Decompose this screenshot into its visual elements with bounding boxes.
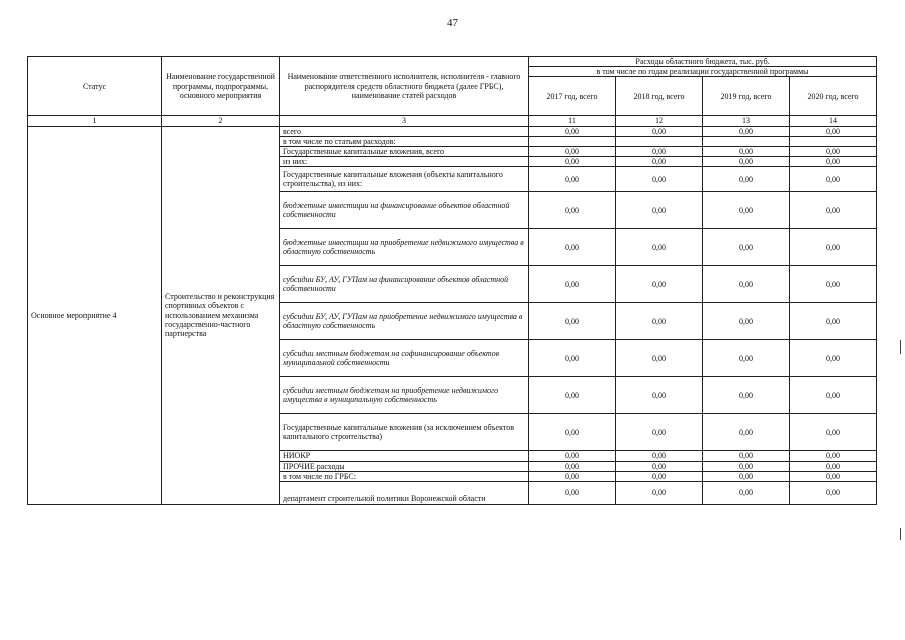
value-cell: 0,00: [616, 471, 703, 481]
column-number: 13: [703, 116, 790, 126]
column-number: 11: [529, 116, 616, 126]
header-program: Наименование государственной программы, подпрограммы, основного мероприятия: [162, 57, 280, 116]
row-label: ПРОЧИЕ расходы: [280, 461, 529, 471]
value-cell: 0,00: [703, 481, 790, 504]
column-number: 3: [280, 116, 529, 126]
value-cell: 0,00: [616, 192, 703, 229]
column-number: 12: [616, 116, 703, 126]
value-cell: 0,00: [616, 167, 703, 192]
row-label: субсидии БУ, АУ, ГУПам на финансирование объектов областной собственности: [280, 266, 529, 303]
value-cell: 0,00: [703, 167, 790, 192]
value-cell: 0,00: [703, 303, 790, 340]
value-cell: 0,00: [790, 303, 877, 340]
value-cell: 0,00: [529, 414, 616, 451]
value-cell: 0,00: [616, 461, 703, 471]
value-cell: 0,00: [616, 146, 703, 156]
value-cell: 0,00: [529, 471, 616, 481]
value-cell: [703, 136, 790, 146]
row-label: в том числе по ГРБС:: [280, 471, 529, 481]
row-label: из них:: [280, 157, 529, 167]
value-cell: 0,00: [616, 266, 703, 303]
value-cell: [529, 136, 616, 146]
value-cell: 0,00: [529, 377, 616, 414]
row-label: НИОКР: [280, 451, 529, 461]
value-cell: 0,00: [790, 471, 877, 481]
value-cell: [616, 136, 703, 146]
value-cell: 0,00: [790, 157, 877, 167]
value-cell: 0,00: [703, 471, 790, 481]
value-cell: 0,00: [529, 461, 616, 471]
budget-table: [27, 56, 877, 505]
value-cell: 0,00: [616, 451, 703, 461]
value-cell: 0,00: [703, 126, 790, 136]
column-number: 14: [790, 116, 877, 126]
value-cell: 0,00: [529, 157, 616, 167]
header-executor: Наименование ответственного исполнителя, исполнителя - главного распорядителя средств областного бюджета (далее ГРБС), наименование статей расходов: [280, 57, 529, 116]
value-cell: 0,00: [616, 303, 703, 340]
header-expenses: Расходы областного бюджета, тыс. руб.: [529, 57, 877, 67]
value-cell: 0,00: [790, 126, 877, 136]
row-label: Государственные капитальные вложения (объекты капитального строительства), из них:: [280, 167, 529, 192]
header-status: Статус: [28, 57, 162, 116]
value-cell: 0,00: [790, 377, 877, 414]
row-label: субсидии БУ, АУ, ГУПам на приобретение недвижимого имущества в областную собственность: [280, 303, 529, 340]
row-label: в том числе по статьям расходов:: [280, 136, 529, 146]
row-label: субсидии местным бюджетам на софинансирование объектов муниципальной собственности: [280, 340, 529, 377]
value-cell: 0,00: [790, 146, 877, 156]
value-cell: 0,00: [703, 229, 790, 266]
value-cell: 0,00: [529, 146, 616, 156]
value-cell: 0,00: [790, 340, 877, 377]
value-cell: 0,00: [529, 229, 616, 266]
value-cell: 0,00: [529, 192, 616, 229]
value-cell: 0,00: [529, 481, 616, 504]
page-number: 47: [447, 17, 458, 29]
value-cell: 0,00: [703, 192, 790, 229]
value-cell: 0,00: [529, 266, 616, 303]
value-cell: 0,00: [529, 167, 616, 192]
value-cell: 0,00: [616, 157, 703, 167]
table-row: [28, 126, 877, 136]
value-cell: 0,00: [790, 167, 877, 192]
value-cell: 0,00: [790, 266, 877, 303]
value-cell: 0,00: [616, 377, 703, 414]
value-cell: 0,00: [790, 481, 877, 504]
value-cell: 0,00: [703, 377, 790, 414]
value-cell: 0,00: [616, 126, 703, 136]
value-cell: 0,00: [703, 340, 790, 377]
header-year: 2018 год, всего: [616, 77, 703, 116]
header-year: 2017 год, всего: [529, 77, 616, 116]
value-cell: 0,00: [703, 451, 790, 461]
value-cell: 0,00: [529, 126, 616, 136]
value-cell: 0,00: [529, 340, 616, 377]
value-cell: 0,00: [790, 229, 877, 266]
value-cell: 0,00: [790, 461, 877, 471]
value-cell: 0,00: [616, 340, 703, 377]
value-cell: 0,00: [616, 414, 703, 451]
header-by-years: в том числе по годам реализации государственной программы: [529, 67, 877, 77]
value-cell: 0,00: [790, 451, 877, 461]
value-cell: [790, 136, 877, 146]
status-cell: Основное мероприятие 4: [28, 126, 162, 504]
column-number: 1: [28, 116, 162, 126]
row-label: бюджетные инвестиции на приобретение недвижимого имущества в областную собственность: [280, 229, 529, 266]
column-number: 2: [162, 116, 280, 126]
value-cell: 0,00: [790, 414, 877, 451]
value-cell: 0,00: [616, 229, 703, 266]
value-cell: 0,00: [703, 461, 790, 471]
row-label: субсидии местным бюджетам на приобретение недвижимого имущества в муниципальную собственность: [280, 377, 529, 414]
value-cell: 0,00: [703, 146, 790, 156]
row-label: всего: [280, 126, 529, 136]
value-cell: 0,00: [529, 303, 616, 340]
scan-edge-mark: [900, 340, 901, 354]
row-label: департамент строительной политики Воронежской области: [280, 481, 529, 504]
program-cell: Строительство и реконструкция спортивных объектов с использованием механизма государственно-частного партнерства: [162, 126, 280, 504]
row-label: Государственные капитальные вложения (за исключением объектов капитального строительства): [280, 414, 529, 451]
row-label: Государственные капитальные вложения, всего: [280, 146, 529, 156]
value-cell: 0,00: [703, 266, 790, 303]
value-cell: 0,00: [616, 481, 703, 504]
row-label: бюджетные инвестиции на финансирование объектов областной собственности: [280, 192, 529, 229]
scan-edge-mark: [900, 528, 901, 540]
header-year: 2020 год, всего: [790, 77, 877, 116]
value-cell: 0,00: [703, 157, 790, 167]
value-cell: 0,00: [529, 451, 616, 461]
value-cell: 0,00: [703, 414, 790, 451]
value-cell: 0,00: [790, 192, 877, 229]
header-year: 2019 год, всего: [703, 77, 790, 116]
